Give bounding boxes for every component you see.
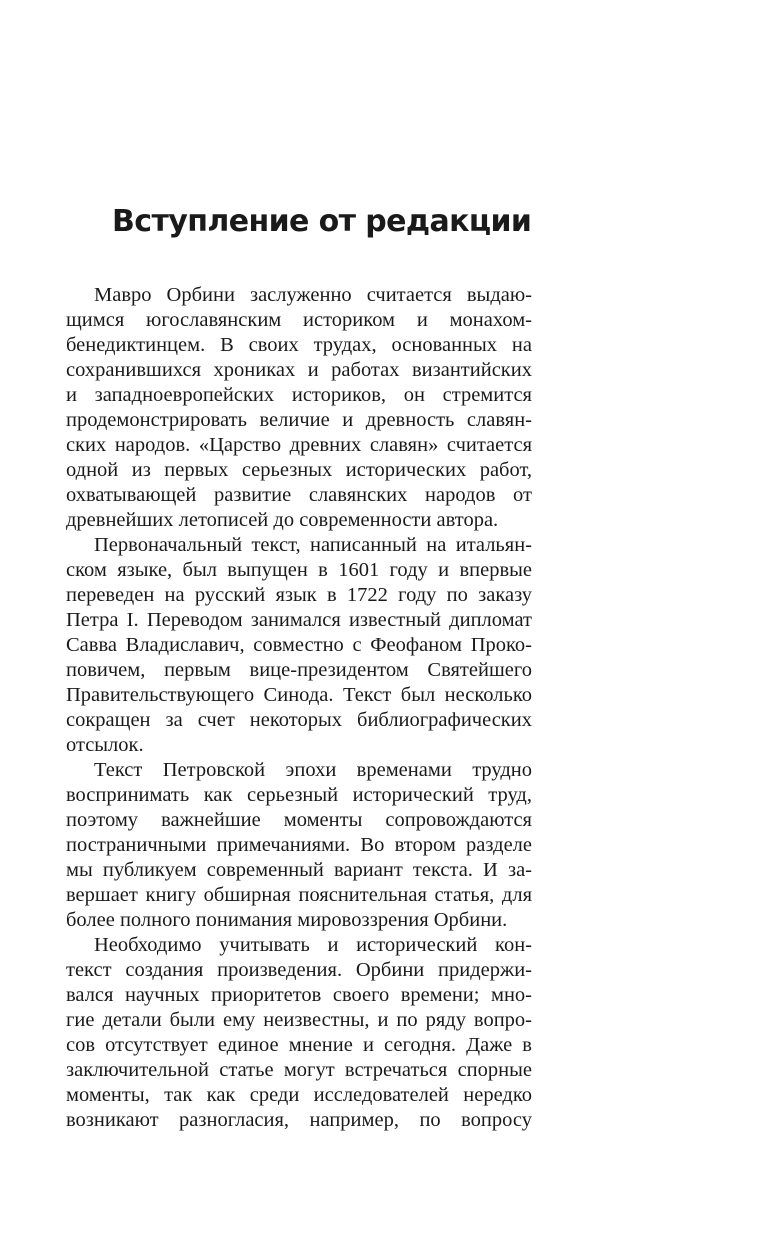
text-line: переведен на русский язык в 1722 году по заказу — [66, 584, 532, 606]
text-line: щимся югославянским историком и монахом- — [66, 309, 532, 331]
text-line: Текст Петровской эпохи временами трудно — [94, 759, 532, 781]
text-line: отсылок. — [66, 734, 144, 756]
text-line: Савва Владиславич, совместно с Феофаном Проко- — [66, 634, 532, 656]
text-line: постраничными примечаниями. Во втором разделе — [66, 834, 532, 856]
text-line: одной из первых серьезных исторических работ, — [66, 459, 532, 481]
text-line: заключительной статье могут встречаться спорные — [66, 1059, 532, 1081]
text-line: охватывающей развитие славянских народов от — [66, 484, 532, 506]
text-line: вершает книгу обширная пояснительная статья, для — [66, 884, 532, 906]
paragraph — [66, 933, 532, 1133]
paragraph — [66, 758, 532, 933]
text-line: сокращен за счет некоторых библиографических — [66, 709, 532, 731]
text-line: более полного понимания мировоззрения Орбини. — [66, 909, 508, 931]
paragraph — [66, 533, 532, 758]
text-line: Первоначальный текст, написанный на итальян- — [94, 534, 532, 556]
text-line: мы публикуем современный вариант текста. И за- — [66, 859, 532, 881]
text-line: поэтому важнейшие моменты сопровождаются — [66, 809, 532, 831]
text-line: гие детали были ему неизвестны, и по ряду вопро- — [66, 1009, 532, 1031]
page-title: Вступление от редакции — [112, 204, 532, 239]
text-line: возникают разногласия, например, по вопросу — [66, 1109, 532, 1131]
text-line: текст создания произведения. Орбини придержи- — [66, 959, 532, 981]
text-line: продемонстрировать величие и древность славян- — [66, 409, 532, 431]
text-line: Мавро Орбини заслуженно считается выдаю- — [94, 284, 532, 306]
text-line: вался научных приоритетов своего времени; мно- — [66, 984, 532, 1006]
text-line: ских народов. «Царство древних славян» считается — [66, 434, 532, 456]
text-line: воспринимать как серьезный исторический труд, — [66, 784, 532, 806]
text-line: ском языке, был выпущен в 1601 году и впервые — [66, 559, 532, 581]
text-line: и западноевропейских историков, он стремится — [66, 384, 532, 406]
body-text — [66, 283, 532, 1133]
paragraph — [66, 283, 532, 533]
text-line: моменты, так как среди исследователей нередко — [66, 1084, 532, 1106]
text-line: Петра I. Переводом занимался известный дипломат — [66, 609, 532, 631]
text-line: сохранившихся хрониках и работах византийских — [66, 359, 532, 381]
text-line: бенедиктинцем. В своих трудах, основанных на — [66, 334, 532, 356]
text-line: повичем, первым вице-президентом Святейшего — [66, 659, 532, 681]
text-line: Правительствующего Синода. Текст был несколько — [66, 684, 532, 706]
text-line: древнейших летописей до современности автора. — [66, 509, 499, 531]
text-line: сов отсутствует единое мнение и сегодня. Даже в — [66, 1034, 532, 1056]
text-line: Необходимо учитывать и исторический кон- — [94, 934, 532, 956]
